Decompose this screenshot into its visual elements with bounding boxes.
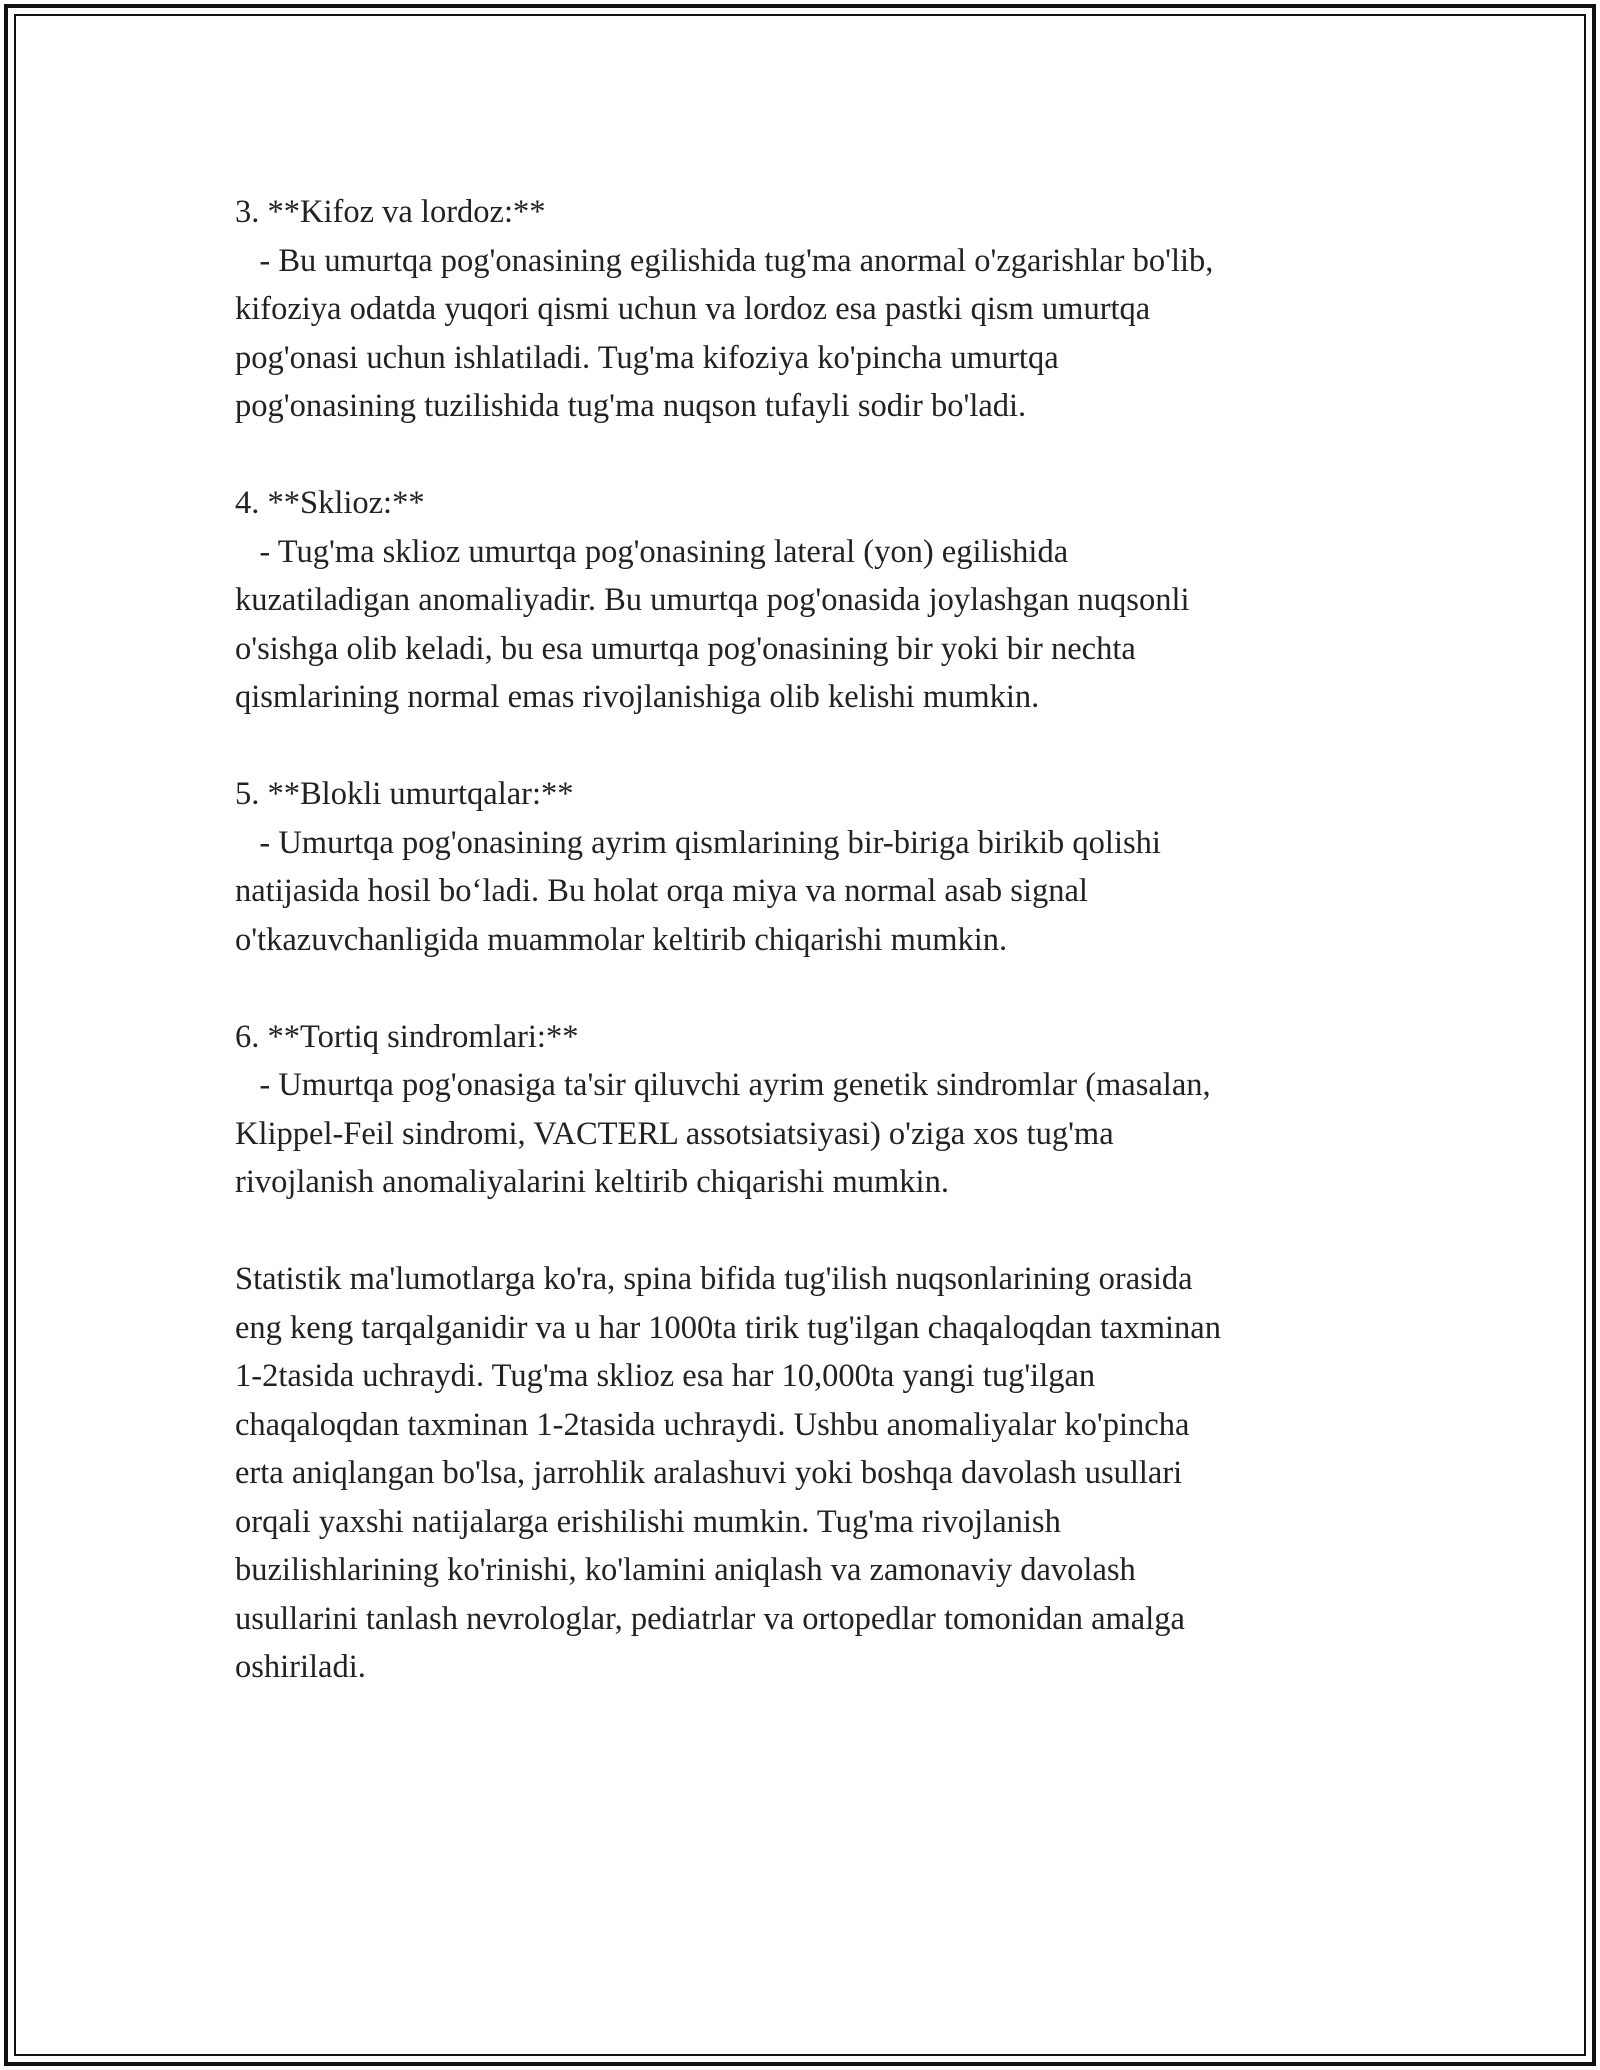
section-text-line: kuzatiladigan anomaliyadir. Bu umurtqa pog'onasida joylashgan nuqsonli [235,582,1190,618]
section-text-line: o'sishga olib keladi, bu esa umurtqa pog'onasining bir yoki bir nechta [235,630,1136,667]
section-heading: 5. **Blokli umurtqalar:** [235,776,574,812]
section-heading: 4. **Sklioz:** [235,485,425,521]
section-text-line: - Umurtqa pog'onasining ayrim qismlarining bir-biriga birikib qolishi [235,824,1161,861]
section-heading: 3. **Kifoz va lordoz:** [235,194,546,230]
section-text-line: pog'onasining tuzilishida tug'ma nuqson tufayli sodir bo'ladi. [235,388,1027,424]
section-text-line: kifoziya odatda yuqori qismi uchun va lordoz esa pastki qism umurtqa [235,291,1151,327]
section-text-line: o'tkazuvchanligida muammolar keltirib chiqarishi mumkin. [235,921,1008,958]
summary-text-line: oshiriladi. [235,1649,366,1685]
document-body [235,188,1375,1692]
section-text-line: qismlarining normal emas rivojlanishiga olib kelishi mumkin. [235,679,1040,715]
summary-text-line: buzilishlarining ko'rinishi, ko'lamini aniqlash va zamonaviy davolash [235,1552,1136,1588]
summary-text-line: 1-2tasida uchraydi. Tug'ma sklioz esa har 10,000ta yangi tug'ilgan [235,1358,1096,1394]
section-kifoz-lordoz [235,188,1375,431]
summary-text-line: orqali yaxshi natijalarga erishilishi mumkin. Tug'ma rivojlanish [235,1503,1061,1540]
summary-text-line: chaqaloqdan taxminan 1-2tasida uchraydi. Ushbu anomaliyalar ko'pincha [235,1406,1190,1443]
summary-text-line: Statistik ma'lumotlarga ko'ra, spina bifida tug'ilish nuqsonlarining orasida [235,1261,1193,1297]
section-heading: 6. **Tortiq sindromlari:** [235,1018,579,1055]
section-sklioz [235,479,1375,722]
summary-paragraph [235,1255,1375,1692]
summary-text-line: usullarini tanlash nevrologlar, pediatrlar va ortopedlar tomonidan amalga [235,1600,1185,1637]
summary-text-line: eng keng tarqalganidir va u har 1000ta tirik tug'ilgan chaqaloqdan taxminan [235,1309,1221,1346]
section-text-line: pog'onasi uchun ishlatiladi. Tug'ma kifoziya ko'pincha umurtqa [235,339,1059,376]
summary-text-line: erta aniqlangan bo'lsa, jarrohlik aralashuvi yoki boshqa davolash usullari [235,1455,1183,1491]
section-blokli-umurtqalar [235,770,1375,964]
section-text-line: Klippel-Feil sindromi, VACTERL assotsiatsiyasi) o'ziga xos tug'ma [235,1115,1114,1152]
section-text-line: - Umurtqa pog'onasiga ta'sir qiluvchi ayrim genetik sindromlar (masalan, [235,1067,1211,1103]
section-text-line: - Bu umurtqa pog'onasining egilishida tug'ma anormal o'zgarishlar bo'lib, [235,242,1214,279]
section-text-line: rivojlanish anomaliyalarini keltirib chiqarishi mumkin. [235,1164,949,1200]
section-tortiq-sindromlari [235,1013,1375,1207]
section-text-line: - Tug'ma sklioz umurtqa pog'onasining lateral (yon) egilishida [235,533,1069,570]
section-text-line: natijasida hosil bo‘ladi. Bu holat orqa miya va normal asab signal [235,873,1088,909]
